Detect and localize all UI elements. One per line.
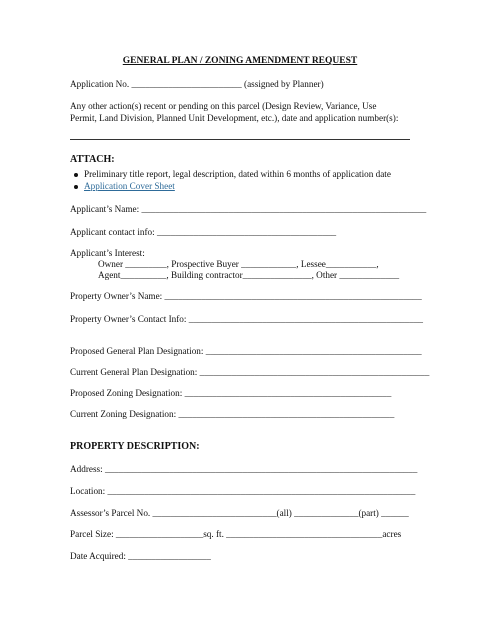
attach-item-title-report: Preliminary title report, legal description, dated within 6 months of application date <box>84 169 391 179</box>
application-cover-sheet-link[interactable]: Application Cover Sheet <box>84 181 175 191</box>
other-actions-text-2: Permit, Land Division, Planned Unit Development, etc.), date and application number(s): <box>70 113 399 123</box>
attach-heading: ATTACH: <box>70 154 115 165</box>
current-zoning-field[interactable]: Current Zoning Designation: _______________________________________________ <box>70 409 395 419</box>
applicant-name-field[interactable]: Applicant’s Name: ______________________________________________________________ <box>70 204 427 214</box>
owner-name-field[interactable]: Property Owner’s Name: ________________________________________________________ <box>70 291 422 301</box>
assessors-parcel-field[interactable]: Assessor’s Parcel No. ___________________________(all) ______________(part) ______ <box>70 508 409 518</box>
page-title: GENERAL PLAN / ZONING AMENDMENT REQUEST <box>122 56 358 66</box>
application-number-field[interactable]: Application No. ________________________ (assigned by Planner) <box>70 79 324 89</box>
bullet-icon <box>74 185 78 189</box>
location-field[interactable]: Location: ___________________________________________________________________ <box>70 486 416 496</box>
other-actions-answer-line[interactable] <box>70 139 410 140</box>
current-general-plan-field[interactable]: Current General Plan Designation: __________________________________________________ <box>70 367 430 377</box>
parcel-size-field[interactable]: Parcel Size: ___________________sq. ft. __________________________________acres <box>70 529 402 539</box>
property-description-heading: PROPERTY DESCRIPTION: <box>70 441 200 452</box>
other-actions-text-1: Any other action(s) recent or pending on this parcel (Design Review, Variance, Use <box>70 101 377 111</box>
applicant-interest-options-2[interactable]: Agent__________, Building contractor_______________, Other _____________ <box>98 270 400 280</box>
owner-contact-field[interactable]: Property Owner’s Contact Info: ___________________________________________________ <box>70 314 424 324</box>
applicant-interest-options-1[interactable]: Owner _________, Prospective Buyer ____________, Lessee___________, <box>98 259 379 269</box>
address-field[interactable]: Address: ____________________________________________________________________ <box>70 464 418 474</box>
proposed-zoning-field[interactable]: Proposed Zoning Designation: _____________________________________________ <box>70 388 392 398</box>
bullet-icon <box>74 173 78 177</box>
proposed-general-plan-field[interactable]: Proposed General Plan Designation: _______________________________________________ <box>70 346 422 356</box>
applicant-interest-label: Applicant’s Interest: <box>70 248 145 258</box>
date-acquired-field[interactable]: Date Acquired: __________________ <box>70 551 211 561</box>
applicant-contact-field[interactable]: Applicant contact info: _______________________________________ <box>70 227 337 237</box>
